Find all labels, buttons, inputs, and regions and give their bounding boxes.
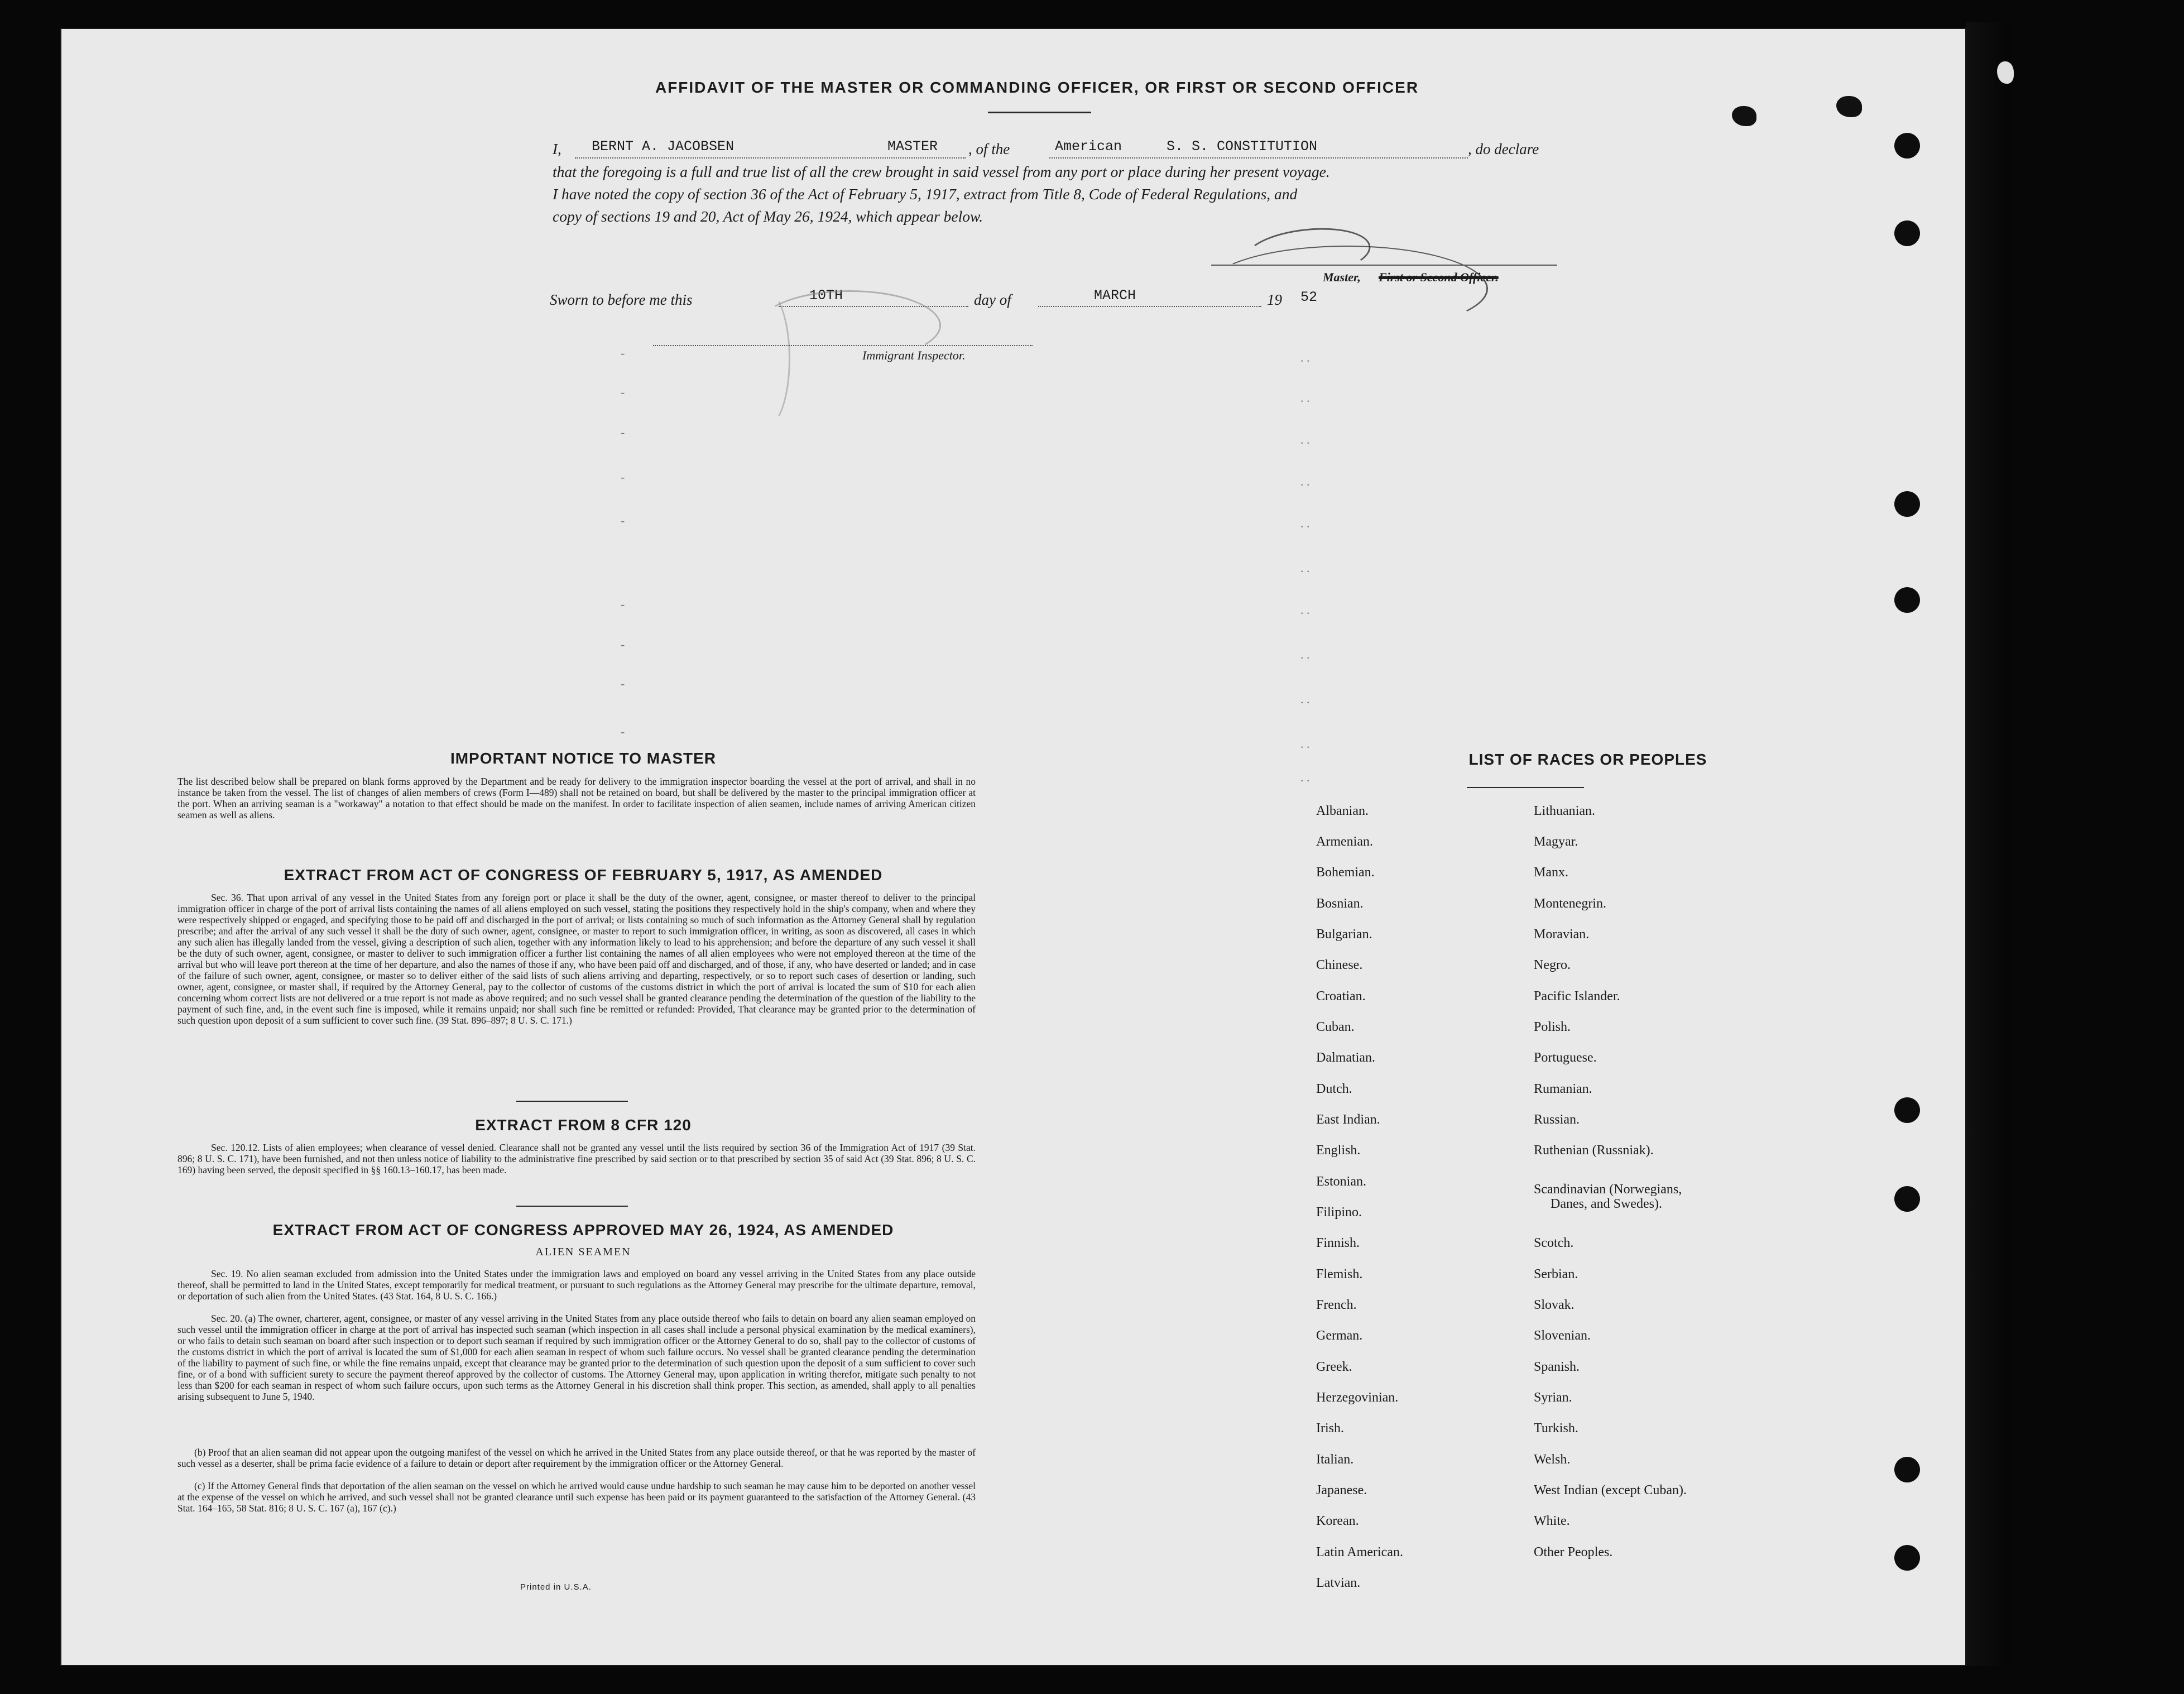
column-mark: - — [621, 425, 625, 439]
inspector-caption: Immigrant Inspector. — [862, 348, 966, 362]
printed-in-usa: Printed in U.S.A. — [520, 1582, 592, 1592]
notice-title: IMPORTANT NOTICE TO MASTER — [450, 750, 717, 767]
column-mark: . . — [1300, 770, 1310, 784]
extract-1924-sec20b: (b) Proof that an alien seaman did not appear upon the outgoing manifest of the vessel on which he arrived in the United States from any place outside thereof, or that he was reported by the master of such vessel as a deserter, shall be prima facie evidence of a failure to detain or deport after requirement by the immigration officer or the Attorney General. — [177, 1447, 976, 1469]
master-caption-struck: First or Second Officer. — [1379, 270, 1499, 284]
sworn-text: Sworn to before me this — [550, 291, 693, 308]
title-rule — [988, 112, 1091, 113]
declare-text: , do declare — [1468, 141, 1539, 157]
column-mark: - — [621, 470, 625, 484]
race-item: French. — [1316, 1298, 1357, 1312]
extract-1924-sec20a: Sec. 20. (a) The owner, charterer, agent, consignee, or master of any vessel arriving in the United States from any place outside thereof who fails to detain on board any alien seaman employed on such vessel until the immigration officer in charge at the port of arrival has inspected such seaman (which inspection in all cases shall include a personal physical examination by the medical examiners), or who fails to detain such seaman on board after such inspection or to deport such seaman if required by such immigration officer or the Attorney General to do so, shall pay to the collector of customs of the customs district in which the port of arrival is located the sum of $1,000 for each alien seaman in respect of whom such failure occurs. No vessel shall be granted clearance pending the determination of the liability to payment of such fine, or while the fine remains unpaid, except that clearance may be granted prior to the determination of such question upon the deposit of a sum sufficient to cover such fine, or of a bond with sufficient surety to secure the payment thereof approved by the collector of customs. The Attorney General may, upon application in writing therefor, mitigate such penalty to not less than $200 for each seaman in respect of whom such failure occurs, upon such terms as the Attorney General in his discretion shall think proper. This section, as amended, shall apply to all penalties arising subsequent to June 5, 1940. — [177, 1313, 976, 1402]
column-mark: - — [621, 597, 625, 611]
column-mark: - — [621, 724, 625, 738]
column-mark: - — [621, 514, 625, 527]
extract-1924-sec20c: (c) If the Attorney General finds that deportation of the alien seaman on the vessel on which he arrived would cause undue hardship to such seaman he may cause him to be deported on another vessel at the expense of the vessel on which he arrived, and such vessel shall not be granted clearance until such expense has been paid or its payment guaranteed to the satisfaction of the Attorney General. (43 Stat. 164–165, 58 Stat. 816; 8 U. S. C. 167 (a), 167 (c).) — [177, 1480, 976, 1514]
column-mark: - — [621, 346, 625, 360]
race-item: Italian. — [1316, 1452, 1354, 1467]
column-mark: - — [621, 637, 625, 651]
extract-1917-title: EXTRACT FROM ACT OF CONGRESS OF FEBRUARY 5, 1917, AS AMENDED — [284, 866, 883, 884]
extract-1917-body: Sec. 36. That upon arrival of any vessel in the United States from any foreign port or place it shall be the duty of the owner, agent, consignee, or master thereof to deliver to the principal immigration officer in charge of the port of arrival lists containing the names of all aliens employed on such vessel, stating the positions they respectively hold in the ship's company, when and where they were respectively shipped or engaged, and specifying those to be paid off and discharged in the port of arrival; or lists containing so much of such information as the Attorney General shall by regulation prescribe; and after the arrival of any such vessel it shall be the duty of such owner, agent, consignee, or master to report to such immigration officer, in writing, as soon as discovered, all cases in which any such alien has illegally landed from the vessel, giving a description of such alien, together with any information likely to lead to his apprehension; and before the departure of any such vessel it shall be the duty of such owner, agent, consignee, or master to deliver to such immigration officer a further list containing the names of all alien employees who were not employed thereon at the time of the arrival but who will leave port thereon at the time of her departure, and also the names of those if any, who have been paid off and discharged, and of those, if any, who have deserted or landed; and in case of the failure of such owner, agent, consignee, or master so to deliver either of the said lists of such aliens arriving and departing, respectively, or so to report such cases of desertion or landing, such owner, agent, consignee, or master shall, if required by the Attorney General, pay to the collector of customs of the customs district in which the port of arrival is located the sum of $10 for each alien concerning whom correct lists are not delivered or a true report is not made as above required; and no such vessel shall be granted clearance pending the determination of the question of the liability to the payment of such fine, and, in the event such fine is imposed, while it remains unpaid; nor shall such fine be remitted or refunded: Provided, That clearance may be granted prior to the determination of such question upon deposit of a sum sufficient to cover such fine. (39 Stat. 896–897; 8 U. S. C. 171.) — [177, 892, 976, 1026]
punch-hole — [1894, 1097, 1920, 1123]
race-item: Montenegrin. — [1534, 896, 1606, 911]
sworn-day: 10TH — [809, 287, 843, 304]
column-mark: . . — [1300, 351, 1310, 364]
race-item: White. — [1534, 1514, 1570, 1528]
name-blank — [575, 157, 966, 159]
race-item: Pacific Islander. — [1534, 989, 1620, 1004]
race-item: Japanese. — [1316, 1483, 1367, 1498]
extract-cfr-title: EXTRACT FROM 8 CFR 120 — [475, 1116, 692, 1134]
section-rule — [516, 1206, 628, 1207]
race-item: Latin American. — [1316, 1545, 1403, 1559]
races-rule — [1467, 787, 1584, 788]
race-item: Latvian. — [1316, 1576, 1361, 1590]
sworn-month: MARCH — [1094, 287, 1136, 304]
race-item: Croatian. — [1316, 989, 1366, 1004]
race-item: German. — [1316, 1328, 1363, 1343]
column-mark: . . — [1300, 603, 1310, 617]
race-item: English. — [1316, 1143, 1361, 1158]
column-mark: - — [621, 676, 625, 690]
punch-hole — [1894, 1457, 1920, 1482]
column-mark: . . — [1300, 737, 1310, 751]
notice-body: The list described below shall be prepared on blank forms approved by the Department and be ready for delivery to the immigration inspector boarding the vessel at the port of arrival, and shall in no instance be taken from the vessel. The list of changes of alien members of crews (Form I—489) shall not be retained on board, but shall be delivered by the master to the principal immigration officer at the port. When an arriving seaman is a "workaway" a notation to that effect should be made on the manifest. In order to facilitate inspection of alien seamen, include names of arriving American citizen seamen as well as aliens. — [177, 776, 976, 820]
extract-1924-title: EXTRACT FROM ACT OF CONGRESS APPROVED MAY 26, 1924, AS AMENDED — [272, 1221, 894, 1239]
month-blank — [1038, 306, 1261, 307]
race-item: Russian. — [1534, 1112, 1580, 1127]
column-mark: . . — [1300, 647, 1310, 661]
inspector-blank — [653, 345, 1033, 346]
column-mark: - — [621, 385, 625, 399]
race-item: Portuguese. — [1534, 1050, 1597, 1065]
master-signature-flourish — [1206, 246, 1488, 332]
section-rule — [516, 1101, 628, 1102]
race-item: Negro. — [1534, 958, 1571, 972]
race-item: Irish. — [1316, 1421, 1344, 1436]
race-item: Spanish. — [1534, 1360, 1580, 1374]
race-item: Herzegovinian. — [1316, 1390, 1399, 1405]
race-item: West Indian (except Cuban). — [1534, 1483, 1687, 1498]
affidavit-line-4: copy of sections 19 and 20, Act of May 26, 1924, which appear below. — [553, 208, 983, 225]
of-the-text: , of the — [968, 141, 1010, 157]
column-mark: . . — [1300, 561, 1310, 575]
extract-1924-subtitle: ALIEN SEAMEN — [535, 1246, 631, 1258]
ink-blot — [1997, 61, 2014, 84]
extract-cfr-body: Sec. 120.12. Lists of alien employees; when clearance of vessel denied. Clearance shall not be granted any vessel until the lists required by section 36 of the Immigration Act of 1917 (39 Stat. 896; 8 U. S. C. 171), have been furnished, and not then unless notice of liability to the administrative fine prescribed by said section or to that prescribed by section 35 of said Act (39 Stat. 896; 8 U. S. C. 169) having been served, the deposit specified in §§ 160.13–160.17, has been made. — [177, 1142, 976, 1175]
master-rank: MASTER — [887, 138, 938, 155]
year-prefix: 19 — [1267, 291, 1282, 308]
race-item: Albanian. — [1316, 804, 1369, 818]
vessel-name: S. S. CONSTITUTION — [1167, 138, 1318, 155]
affidavit-line-2: that the foregoing is a full and true list of all the crew brought in said vessel from any port or place during her present voyage. — [553, 163, 1330, 180]
day-of-text: day of — [974, 291, 1011, 308]
extract-1924-sec19: Sec. 19. No alien seaman excluded from admission into the United States under the immigration laws and employed on board any vessel arriving in the United States from any place outside thereof, shall be permitted to land in the United States, except temporarily for medical treatment, or pursuant to such regulations as the Attorney General may prescribe for the ultimate departure, removal, or deportation of such alien from the United States. (43 Stat. 164, 8 U. S. C. 166.) — [177, 1268, 976, 1302]
race-item: Syrian. — [1534, 1390, 1572, 1405]
race-item: Moravian. — [1534, 927, 1590, 942]
race-item: Estonian. — [1316, 1174, 1366, 1189]
punch-hole — [1894, 133, 1920, 159]
race-item: Polish. — [1534, 1020, 1571, 1034]
race-item: Scotch. — [1534, 1236, 1574, 1250]
race-item: Welsh. — [1534, 1452, 1571, 1467]
punch-hole — [1894, 587, 1920, 613]
race-item: Bohemian. — [1316, 865, 1375, 880]
sheet-edge — [1966, 22, 2011, 1666]
race-item: Korean. — [1316, 1514, 1359, 1528]
race-item: Turkish. — [1534, 1421, 1578, 1436]
race-item: Flemish. — [1316, 1267, 1363, 1282]
race-item: Finnish. — [1316, 1236, 1360, 1250]
vessel-blank — [1049, 157, 1468, 159]
document-page — [60, 28, 1966, 1666]
races-title: LIST OF RACES OR PEOPLES — [1468, 751, 1707, 768]
race-item: Cuban. — [1316, 1020, 1355, 1034]
punch-hole — [1894, 1186, 1920, 1212]
inspector-signature-tail — [742, 290, 790, 428]
race-item: Chinese. — [1316, 958, 1363, 972]
column-mark: . . — [1300, 516, 1310, 530]
race-item: Manx. — [1534, 865, 1568, 880]
race-item: Dutch. — [1316, 1082, 1352, 1096]
punch-hole — [1894, 491, 1920, 517]
race-item: Rumanian. — [1534, 1082, 1592, 1096]
race-item: Other Peoples. — [1534, 1545, 1613, 1559]
column-mark: . . — [1300, 391, 1310, 405]
race-item: Bulgarian. — [1316, 927, 1372, 942]
race-item: Ruthenian (Russniak). — [1534, 1143, 1654, 1158]
punch-hole — [1894, 1545, 1920, 1571]
column-mark: . . — [1300, 433, 1310, 447]
race-item: Dalmatian. — [1316, 1050, 1375, 1065]
race-item: Greek. — [1316, 1360, 1352, 1374]
race-item: Slovenian. — [1534, 1328, 1591, 1343]
race-item: Serbian. — [1534, 1267, 1578, 1282]
vessel-nationality: American — [1055, 138, 1122, 155]
race-item: Danes, and Swedes). — [1551, 1197, 1662, 1211]
race-item: East Indian. — [1316, 1112, 1380, 1127]
signature-line — [1211, 265, 1557, 266]
race-item: Scandinavian (Norwegians, — [1534, 1182, 1682, 1197]
affidavit-line-3: I have noted the copy of section 36 of the Act of February 5, 1917, extract from Title 8, Code of Federal Regulations, and — [553, 185, 1298, 203]
punch-hole — [1894, 220, 1920, 246]
affidavit-title: AFFIDAVIT OF THE MASTER OR COMMANDING OFFICER, OR FIRST OR SECOND OFFICER — [655, 79, 1419, 96]
race-item: Bosnian. — [1316, 896, 1364, 911]
year-suffix: 52 — [1300, 289, 1318, 305]
master-name: BERNT A. JACOBSEN — [592, 138, 735, 155]
race-item: Filipino. — [1316, 1205, 1362, 1220]
affidavit-pronoun: I, — [553, 141, 561, 157]
column-mark: . . — [1300, 692, 1310, 706]
race-item: Armenian. — [1316, 834, 1373, 849]
column-mark: . . — [1300, 474, 1310, 488]
race-item: Magyar. — [1534, 834, 1578, 849]
race-item: Slovak. — [1534, 1298, 1575, 1312]
race-item: Lithuanian. — [1534, 804, 1595, 818]
master-caption: Master, — [1323, 270, 1361, 284]
